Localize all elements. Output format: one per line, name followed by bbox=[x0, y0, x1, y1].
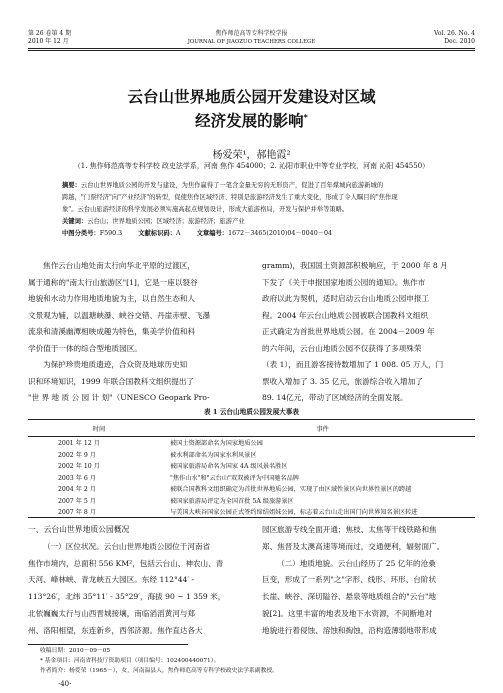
body-right-lower bbox=[262, 522, 475, 640]
clc-value: F590.3 bbox=[99, 230, 123, 237]
header-issue: 第 26 卷第 4 期 bbox=[28, 30, 72, 37]
abstract-label: 摘要： bbox=[62, 182, 81, 189]
events-table bbox=[28, 420, 475, 518]
cell-time: 2007 年 5 月 bbox=[58, 497, 96, 505]
body-line: 貌[2]。这里丰富的地表及地下水资源，不间断地对 bbox=[262, 608, 433, 618]
abstract-line3: 象"。云台山旅游经济的科学发展必须实施高起点规划设计，形成大旅游格局，开发与保护并举等策略。 bbox=[62, 206, 349, 213]
body-right-upper bbox=[262, 258, 475, 407]
body-line: "世 界 地 质 公 园 计 划"（UNESCO Geopark Pro- bbox=[28, 393, 210, 402]
table-row bbox=[28, 483, 475, 495]
abstract bbox=[62, 180, 452, 240]
body-line: 北依巍巍太行与山西晋城接壤，南临滔滔黄河与郑 bbox=[28, 608, 196, 618]
cell-event: 被国家旅游局命名为国家 4A 级风景名胜区 bbox=[170, 463, 288, 471]
cell-event: 被水利部命名为国家水利风景区 bbox=[170, 451, 257, 459]
body-line: 园区旅游专线全面开通；焦枝、太焦等干线铁路和焦 bbox=[262, 525, 437, 534]
cell-time: 2001 年 12 月 bbox=[58, 440, 100, 448]
body-line: 下发了《关于申报国家地质公园的通知》。焦作市 bbox=[262, 277, 426, 287]
body-left-upper bbox=[28, 258, 240, 407]
page-number: ·40· bbox=[58, 680, 72, 688]
body-line: gramm)，我国国土资源部积极响应，于 2000 年 8 月 bbox=[262, 261, 448, 270]
table-row bbox=[28, 460, 475, 472]
body-line: 为保护珍贵地质遗迹，合众资及地球历史知 bbox=[43, 360, 188, 369]
header-volume: Vol. 26. No. 4 bbox=[434, 30, 475, 37]
body-line: 票收入增加了 3. 35 亿元，旅游综合收入增加了 bbox=[262, 376, 423, 386]
footnote-received: 收稿日期：2010－09－05 bbox=[40, 648, 111, 654]
body-line: 郑、焦晋及太澳高速等境而过，交通便利，辐射面广。 bbox=[262, 541, 445, 551]
table-header-row bbox=[28, 420, 475, 437]
body-line: 学价值于一体的综合型地质园区。 bbox=[28, 343, 142, 353]
footnote-funding: * 基金项目：河南省科技厅资助项目（项目编号：102400440071）。 bbox=[40, 658, 220, 664]
body-line: 巨变，形成了一系列"之"字形、线形、环形、台阶状 bbox=[262, 575, 437, 585]
col-header-event: 事件 bbox=[170, 420, 475, 437]
authors: 杨爱荣¹，郝艳霞² bbox=[212, 150, 291, 161]
cell-event: "焦作山水"和"云台山"双双被评为中国驰名品牌 bbox=[170, 474, 299, 482]
body-line: 地貌进行着侵蚀、溶蚀和掏蚀，沿构造薄弱地带形成 bbox=[262, 625, 437, 635]
body-line: 政府以此为契机，适时启动云台山地质公园申报工 bbox=[262, 294, 430, 303]
cell-time: 2002 年 10 月 bbox=[58, 463, 100, 471]
abstract-line1: 云台山世界地质公园的开发与建设，为焦作赢得了一笔含金量无穷的无形资产，促进了百年煤城向旅游新城的 bbox=[80, 182, 384, 189]
body-line: 文景观为辅，以温瑭峡瀑、峡谷交错、丹崖赤壁、飞瀑 bbox=[28, 310, 211, 320]
section-heading: 一、云台山世界地质公园概况 bbox=[28, 525, 130, 534]
table-bottom-rule bbox=[28, 517, 475, 518]
footnote-author: 作者简介：杨爱荣（1965－），女，河南温县人，焦作师范高等专科学校政史法学系副教授。 bbox=[40, 668, 278, 674]
doc-code-label: 文献标识码： bbox=[138, 230, 176, 237]
body-line: 程。2004 年云台山地质公园被联合国教科文组织 bbox=[262, 310, 429, 320]
body-line: 正式确定为首批世界地质公园。在 2004－2009 年 bbox=[262, 327, 435, 336]
article-title-line1: 云台山世界地质公园开发建设对区域 bbox=[127, 88, 376, 106]
body-line: 地貌和水动力作用地质地貌为主，以自然生态和人 bbox=[28, 294, 196, 303]
footnotes bbox=[40, 646, 470, 676]
header-journal-en: JOURNAL OF JIAOZUO TEACHERS COLLEGE bbox=[187, 39, 316, 45]
classification bbox=[62, 228, 452, 240]
keywords: 云台山；世界地质公园；区域经济；旅游经济；旅游产业 bbox=[87, 218, 245, 225]
cell-event: 被国土资源部命名为国家地质公园 bbox=[170, 440, 263, 448]
footnote-rule bbox=[28, 644, 188, 645]
body-line: 识和环境知识，1999 年联合国教科文组织提出了 bbox=[28, 376, 195, 386]
cell-time: 2003 年 6 月 bbox=[58, 474, 96, 482]
body-line: （一）区位状况。云台山世界地质公园位于河南省 bbox=[43, 541, 211, 551]
header-journal-cn: 焦作师范高等专科学校学报 bbox=[215, 30, 288, 37]
body-line: 长崖、峡谷、深切隘谷、悬泉等地质组合的"云台"地 bbox=[262, 592, 437, 602]
abstract-line2: 跨越，"门票经济"向"产业经济"的转型，促使焦作区域经济、特别是旅游经济发生了重大变化，形成了令人瞩目的"焦作现 bbox=[62, 194, 398, 201]
body-line: （二）地质地貌。云台山经历了 25 亿年的沧桑 bbox=[277, 558, 436, 568]
header-rule bbox=[28, 48, 475, 49]
body-line: 天河、峰林峡、青龙峡五大园区。东经 112°44′ - bbox=[28, 575, 195, 585]
header-date: 2010 年 12 月 bbox=[28, 38, 69, 45]
cell-event: 被联合国教科文组织确定为首批世界地质公园，实现了由区域性景区向世界性景区的跨越 bbox=[170, 486, 412, 494]
body-line: 113°26′，北纬 35°11′ - 35°29′，海拔 90 ~ 1 359 米， bbox=[28, 592, 226, 602]
title-footnote-mark: * bbox=[303, 112, 308, 122]
table-row bbox=[28, 472, 475, 484]
keywords-label: 关键词： bbox=[62, 218, 88, 225]
body-line: 焦作市境内，总面积 556 KM²，包括云台山、神农山、青 bbox=[28, 558, 224, 568]
cell-event: 与美国大峡谷国家公园正式签约缔结姐妹公园，标志着云台山走出国门向世界知名景区转进 bbox=[170, 509, 418, 517]
table-row bbox=[28, 449, 475, 461]
body-line: 州、洛阳相望，东连新乡，西邻济源。焦作直达各大 bbox=[28, 625, 203, 635]
article-id-value: 1672－3465(2010)04－0040－04 bbox=[228, 230, 333, 237]
col-header-time: 时间 bbox=[28, 420, 170, 437]
article-id-label: 文章编号： bbox=[196, 230, 229, 237]
table-row bbox=[28, 437, 475, 449]
clc-label: 中图分类号： bbox=[62, 230, 100, 237]
cell-event: 被国家旅游局评定为全国首批 5A 级旅游景区 bbox=[170, 497, 294, 505]
title-text: 经济发展的影响 bbox=[195, 112, 304, 130]
body-line: 焦作云台山地处南太行向华北平原的过渡区， bbox=[43, 261, 195, 270]
header-month: Dec. 2010 bbox=[444, 38, 475, 45]
table-row bbox=[28, 506, 475, 518]
body-line: 属于通称的"南太行山旅游区"[1]，它是一座以裂谷 bbox=[28, 277, 198, 287]
doc-code-value: A bbox=[176, 230, 181, 237]
body-line: 89. 14亿元，带动了区域经济的全面发展。 bbox=[262, 393, 408, 402]
cell-time: 2004 年 2 月 bbox=[58, 486, 96, 494]
body-line: 流泉和清溪幽潭相映成趣为特色，集美学价值和科 bbox=[28, 327, 196, 336]
cell-time: 2007 年 8 月 bbox=[58, 509, 96, 517]
table-row bbox=[28, 495, 475, 507]
affiliations: （1. 焦作师范高等专科学校 政史法学系，河南 焦作 454000；2. 沁阳市职业中等专业学校，河南 沁阳 454550） bbox=[73, 162, 430, 170]
cell-time: 2002 年 9 月 bbox=[58, 451, 96, 459]
body-line: （表 1），而且游客接待数增加了 1 008. 05 万人，门 bbox=[262, 360, 444, 369]
table-caption: 表 1 云台山地质公园发展大事表 bbox=[204, 408, 299, 416]
body-line: 的六年间，云台山地质公园不仅获得了多项殊荣 bbox=[262, 343, 422, 353]
header-rule-2 bbox=[28, 50, 475, 51]
article-title-line2 bbox=[0, 109, 503, 131]
body-left-lower bbox=[28, 522, 240, 640]
